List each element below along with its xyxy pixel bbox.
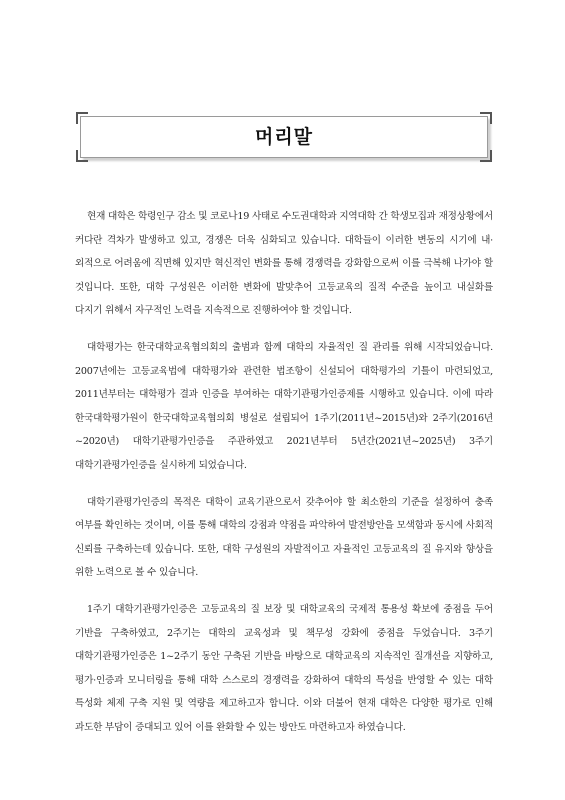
title-box — [80, 116, 488, 158]
paragraph-3: 대학기관평가인증의 목적은 대학이 교육기관으로서 갖추어야 할 최소한의 기준을 설정하여 충족 여부를 확인하는 것이며, 이를 통해 대학의 강점과 약점을 파악하여 발전방안을 모색함과 동시에 사회적 신뢰를 구축하는데 있습니다. 또한, 대학 구성원의 자발적이고 자율적인 고등교육의 질 유지와 향상을 위한 노력으로 볼 수 있습니다. — [75, 496, 493, 578]
paragraph-2: 대학평가는 한국대학교육협의회의 출범과 함께 대학의 자율적인 질 관리를 위해 시작되었습니다. 2007년에는 고등교육법에 대학평가와 관련한 법조항이 신설되어 대학평가의 기틀이 마련되었고, 2011년부터는 대학평가 결과 인증을 부여하는 대학기관평가인증제를 시행하고 있습니다. 이에 따라 한국대학평가원이 한국대학교육협의회 병설로 설립되어 1주기(2011년~2015년)와 2주기(2016년~2020년) 대학기관평가인증을 주관하였고 2021년부터 5년간(2021년~2025년) 3주기 대학기관평가인증을 실시하게 되었습니다. — [75, 342, 493, 471]
page-title: 머리말 — [254, 126, 314, 148]
body-text — [75, 205, 493, 753]
paragraph-4: 1주기 대학기관평가인증은 고등교육의 질 보장 및 대학교육의 국제적 통용성 확보에 중점을 두어 기반을 구축하였고, 2주기는 대학의 교육성과 및 책무성 강화에 중점을 두었습니다. 3주기 대학기관평가인증은 1~2주기 동안 구축된 기반을 바탕으로 대학교육의 지속적인 질개선을 지향하고, 평가·인증과 모니터링을 통해 대학 스스로의 경쟁력을 강화하여 대학의 특성을 반영할 수 있는 대학 특성화 체제 구축 지원 및 역량을 제고하고자 합니다. 이와 더불어 현재 대학은 다양한 평가로 인해 과도한 부담이 증대되고 있어 이를 완화할 수 있는 방안도 마련하고자 하였습니다. — [75, 604, 493, 733]
paragraph-1: 현재 대학은 학령인구 감소 및 코로나19 사태로 수도권대학과 지역대학 간 학생모집과 재정상황에서 커다란 격차가 발생하고 있고, 경쟁은 더욱 심화되고 있습니다. 대학들이 이러한 변동의 시기에 내·외적으로 어려움에 직면해 있지만 혁신적인 변화를 통해 경쟁력을 강화함으로써 이를 극복해 나가야 할 것입니다. 또한, 대학 구성원은 이러한 변화에 발맞추어 고등교육의 질적 수준을 높이고 내실화를 다지기 위해서 자구적인 노력을 지속적으로 진행하여야 할 것입니다. — [75, 211, 493, 316]
